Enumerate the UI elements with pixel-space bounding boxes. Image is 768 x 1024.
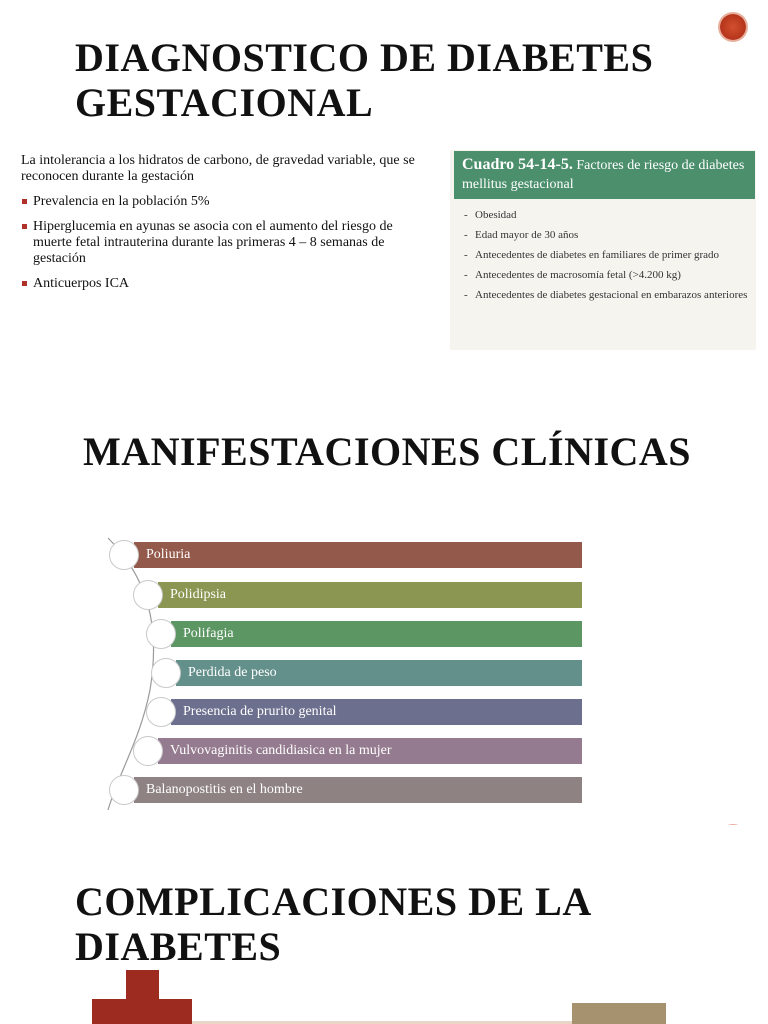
slide-diagnostico xyxy=(0,0,768,380)
manifestation-bar: Poliuria xyxy=(134,542,582,568)
bullet-item: Hiperglucemia en ayunas se asocia con el aumento del riesgo de muerte fetal intrauterina durante las primeras 4 – 8 semanas de gestación xyxy=(21,219,431,267)
slide-title: DIAGNOSTICO DE DIABETES GESTACIONAL xyxy=(75,35,654,125)
list-circle-icon xyxy=(133,580,163,610)
bullet-item: Prevalencia en la población 5% xyxy=(21,194,431,210)
list-circle-icon xyxy=(109,775,139,805)
manifestation-bar: Vulvovaginitis candidiasica en la mujer xyxy=(158,738,582,764)
nav-dot-icon[interactable] xyxy=(720,14,746,40)
manifestation-bar: Perdida de peso xyxy=(176,660,582,686)
bullet-list xyxy=(21,194,431,292)
risk-factor-item: - Antecedentes de diabetes en familiares de primer grado xyxy=(464,248,754,262)
manifestation-bar: Presencia de prurito genital xyxy=(171,699,582,725)
risk-factor-item: - Antecedentes de diabetes gestacional en embarazos anteriores xyxy=(464,288,754,302)
table-header-number: Cuadro 54-14-5. xyxy=(462,156,573,173)
slide-complicaciones xyxy=(0,825,768,1024)
manifestation-bar: Balanopostitis en el hombre xyxy=(134,777,582,803)
list-circle-icon xyxy=(146,619,176,649)
slide-body xyxy=(21,153,431,301)
list-circle-icon xyxy=(109,540,139,570)
bullet-item: Anticuerpos ICA xyxy=(21,276,431,292)
risk-factor-item: - Antecedentes de macrosomía fetal (>4.200 kg) xyxy=(464,268,754,282)
intro-text: La intolerancia a los hidratos de carbono, de gravedad variable, que se reconocen durante la gestación xyxy=(21,153,415,184)
manifestation-bar: Polidipsia xyxy=(158,582,582,608)
manifestation-bar: Polifagia xyxy=(171,621,582,647)
list-circle-icon xyxy=(151,658,181,688)
brown-block-shape xyxy=(572,1003,666,1024)
list-circle-icon xyxy=(146,697,176,727)
table-header-text: Factores de riesgo de diabetes mellitus gestacional xyxy=(462,158,745,192)
risk-factor-item: - Obesidad xyxy=(464,208,754,222)
table-header xyxy=(454,151,755,199)
red-block-shape xyxy=(92,999,192,1024)
slide-manifestaciones xyxy=(0,380,768,825)
risk-factors-table-image xyxy=(450,150,756,350)
risk-factor-item: - Edad mayor de 30 años xyxy=(464,228,754,242)
slide-title: MANIFESTACIONES CLÍNICAS xyxy=(83,429,692,474)
slide-title: COMPLICACIONES DE LA DIABETES xyxy=(75,879,590,969)
manifestations-list xyxy=(0,380,768,825)
risk-factors-list xyxy=(464,208,754,308)
list-circle-icon xyxy=(133,736,163,766)
